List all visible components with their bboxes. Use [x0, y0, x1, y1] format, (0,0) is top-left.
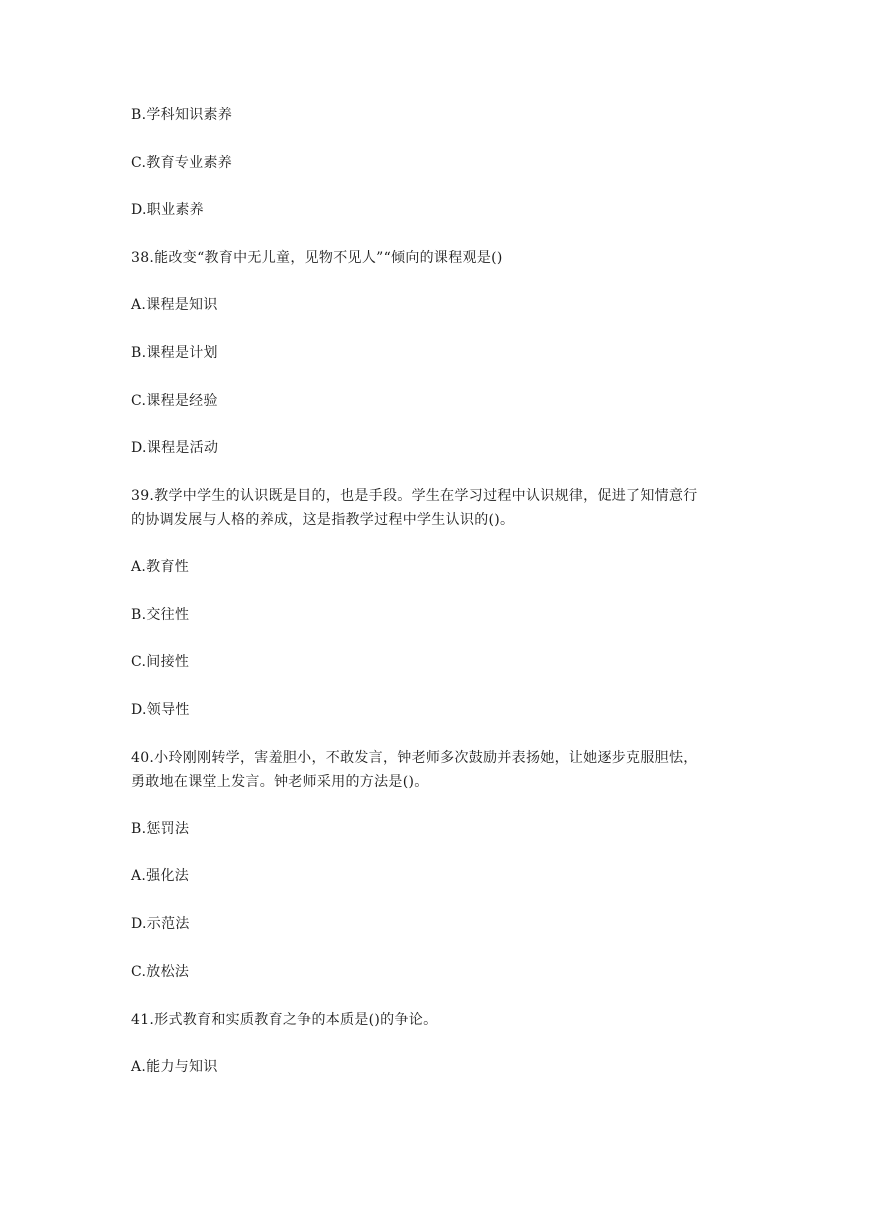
q37-option-b: B.学科知识素养 — [131, 107, 233, 123]
q38-option-d: D.课程是活动 — [131, 440, 219, 456]
question-38: 38.能改变“教育中无儿童，见物不见人”“倾向的课程观是() — [131, 250, 503, 266]
q39-option-a: A.教育性 — [131, 559, 190, 575]
question-41: 41.形式教育和实质教育之争的本质是()的争论。 — [131, 1012, 438, 1028]
question-40-line-2: 勇敢地在课堂上发言。钟老师采用的方法是()。 — [131, 774, 429, 790]
question-40-line-1: 40.小玲刚刚转学，害羞胆小，不敢发言，钟老师多次鼓励并表扬她，让她逐步克服胆怯， — [131, 750, 698, 766]
q38-option-b: B.课程是计划 — [131, 345, 218, 361]
question-39-line-2: 的协调发展与人格的养成，这是指教学过程中学生认识的()。 — [131, 512, 515, 528]
q39-option-b: B.交往性 — [131, 607, 190, 623]
question-39-line-1: 39.教学中学生的认识既是目的，也是手段。学生在学习过程中认识规律，促进了知情意行 — [131, 488, 698, 504]
q40-option-c: C.放松法 — [131, 964, 190, 980]
q37-option-c: C.教育专业素养 — [131, 155, 233, 171]
q40-option-d: D.示范法 — [131, 916, 190, 932]
q38-option-c: C.课程是经验 — [131, 393, 218, 409]
q38-option-a: A.课程是知识 — [131, 297, 218, 313]
q41-option-a: A.能力与知识 — [131, 1059, 218, 1075]
q40-option-b: B.惩罚法 — [131, 821, 190, 837]
q39-option-d: D.领导性 — [131, 702, 190, 718]
q40-option-a: A.强化法 — [131, 868, 190, 884]
q37-option-d: D.职业素养 — [131, 202, 204, 218]
q39-option-c: C.间接性 — [131, 654, 190, 670]
